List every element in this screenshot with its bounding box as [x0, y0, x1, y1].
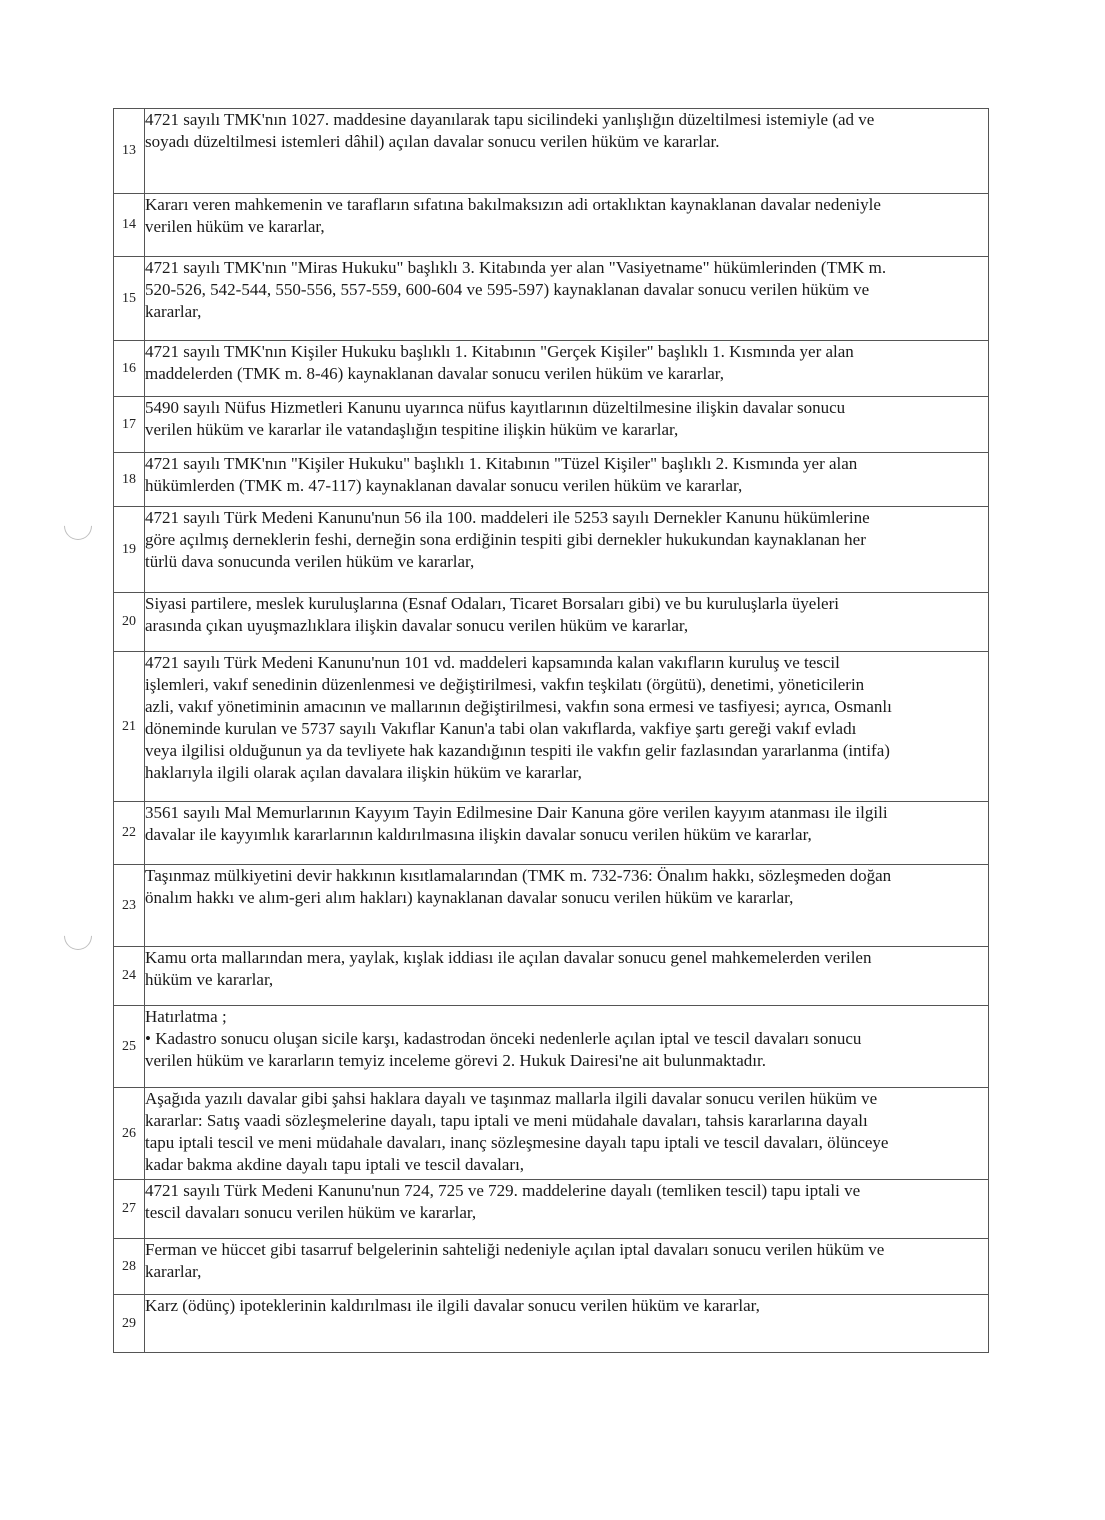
row-number: 21: [114, 652, 145, 802]
text-line: kararlar,: [145, 302, 202, 321]
table-row: [114, 1006, 989, 1088]
row-text: [145, 397, 989, 453]
table-row: [114, 1239, 989, 1295]
text-line: verilen hüküm ve kararlar ile vatandaşlığın tespitine ilişkin hüküm ve kararlar,: [145, 420, 679, 439]
text-line: Kamu orta mallarından mera, yaylak, kışlak iddiası ile açılan davalar sonucu genel mahkemelerden verilen: [145, 948, 872, 967]
text-line: işlemleri, vakıf senedinin düzenlenmesi ve değiştirilmesi, vakfın teşkilatı (örgütü), denetimi, yöneticilerin: [145, 675, 865, 694]
text-line: • Kadastro sonucu oluşan sicile karşı, kadastrodan önceki nedenlerle açılan iptal ve tescil davaları sonucu: [145, 1029, 862, 1048]
text-line: verilen hüküm ve kararlar,: [145, 217, 325, 236]
text-line: tapu iptali tescil ve meni müdahale davaları, inanç sözleşmesine dayalı tapu iptali ve tescil davaları, ölünceye: [145, 1133, 889, 1152]
row-number: 27: [114, 1180, 145, 1239]
row-number: 19: [114, 507, 145, 593]
row-number: 29: [114, 1295, 145, 1353]
row-text: [145, 947, 989, 1006]
table-row: [114, 507, 989, 593]
row-number: 20: [114, 593, 145, 652]
row-text: [145, 1088, 989, 1180]
punch-hole-mark-bottom: [58, 916, 98, 956]
text-line: Ferman ve hüccet gibi tasarruf belgelerinin sahteliği nedeniyle açılan iptal davaları sonucu verilen hüküm ve: [145, 1240, 885, 1259]
text-line: türlü dava sonucunda verilen hüküm ve kararlar,: [145, 552, 475, 571]
text-line: tescil davaları sonucu verilen hüküm ve kararlar,: [145, 1203, 477, 1222]
row-number: 13: [114, 109, 145, 194]
row-text: [145, 257, 989, 341]
table-row: [114, 194, 989, 257]
table-body: [114, 109, 989, 1353]
text-line: arasında çıkan uyuşmazlıklara ilişkin davalar sonucu verilen hüküm ve kararlar,: [145, 616, 689, 635]
text-line: Aşağıda yazılı davalar gibi şahsi haklara dayalı ve taşınmaz mallarla ilgili davalar sonucu verilen hüküm ve: [145, 1089, 878, 1108]
row-number: 18: [114, 453, 145, 507]
table-row: [114, 593, 989, 652]
text-line: hükümlerden (TMK m. 47-117) kaynaklanan davalar sonucu verilen hüküm ve kararlar,: [145, 476, 743, 495]
row-number: 17: [114, 397, 145, 453]
text-line: önalım hakkı ve alım-geri alım hakları) kaynaklanan davalar sonucu verilen hüküm ve kararlar,: [145, 888, 794, 907]
table-row: [114, 652, 989, 802]
row-text: [145, 1295, 989, 1353]
table-row: [114, 453, 989, 507]
row-text: [145, 109, 989, 194]
punch-hole-mark-top: [58, 506, 98, 546]
text-line: verilen hüküm ve kararların temyiz inceleme görevi 2. Hukuk Dairesi'ne ait bulunmaktadır.: [145, 1051, 766, 1070]
text-line: kadar bakma akdine dayalı tapu iptali ve tescil davaları,: [145, 1155, 525, 1174]
text-line: azli, vakıf yönetiminin amacının ve mallarının değiştirilmesi, vakfın sona ermesi ve tasfiyesi; ayrıca, Osmanlı: [145, 697, 892, 716]
text-line: 3561 sayılı Mal Memurlarının Kayyım Tayin Edilmesine Dair Kanuna göre verilen kayyım atanması ile ilgili: [145, 803, 888, 822]
text-line: kararlar,: [145, 1262, 202, 1281]
text-line: Hatırlatma ;: [145, 1007, 227, 1026]
row-text: [145, 341, 989, 397]
text-line: 520-526, 542-544, 550-556, 557-559, 600-604 ve 595-597) kaynaklanan davalar sonucu verilen hüküm ve: [145, 280, 870, 299]
court-jurisdiction-table: [113, 108, 989, 1353]
table-row: [114, 947, 989, 1006]
table-row: [114, 1088, 989, 1180]
table-row: [114, 865, 989, 947]
text-line: göre açılmış derneklerin feshi, derneğin sona erdiğinin tespiti gibi dernekler hukukundan kaynaklanan her: [145, 530, 866, 549]
row-text: [145, 652, 989, 802]
table-row: [114, 341, 989, 397]
text-line: döneminde kurulan ve 5737 sayılı Vakıflar Kanun'a tabi olan vakıflarda, vakfiye şartı gereği vakıf evladı: [145, 719, 857, 738]
text-line: soyadı düzeltilmesi istemleri dâhil) açılan davalar sonucu verilen hüküm ve kararlar.: [145, 132, 720, 151]
row-number: 14: [114, 194, 145, 257]
text-line: kararlar: Satış vaadi sözleşmelerine dayalı, tapu iptali ve meni müdahale davaları, tahsis kararlarına dayalı: [145, 1111, 868, 1130]
table-row: [114, 397, 989, 453]
table-row: [114, 257, 989, 341]
text-line: 4721 sayılı TMK'nın Kişiler Hukuku başlıklı 1. Kitabının "Gerçek Kişiler" başlıklı 1. Kısmında yer alan: [145, 342, 854, 361]
text-line: 5490 sayılı Nüfus Hizmetleri Kanunu uyarınca nüfus kayıtlarının düzeltilmesine ilişkin davalar sonucu: [145, 398, 846, 417]
row-text: [145, 865, 989, 947]
row-number: 23: [114, 865, 145, 947]
text-line: veya ilgilisi olduğunun ya da tevliyete hak kazandığının tespiti ile vakfın gelir fazlasından yararlanma (intifa): [145, 741, 890, 760]
text-line: 4721 sayılı TMK'nın "Miras Hukuku" başlıklı 3. Kitabında yer alan "Vasiyetname" hükümlerinden (TMK m.: [145, 258, 887, 277]
text-line: maddelerden (TMK m. 8-46) kaynaklanan davalar sonucu verilen hüküm ve kararlar,: [145, 364, 724, 383]
row-text: [145, 453, 989, 507]
text-line: 4721 sayılı Türk Medeni Kanunu'nun 56 ila 100. maddeleri ile 5253 sayılı Dernekler Kanunu hükümlerine: [145, 508, 870, 527]
row-text: [145, 593, 989, 652]
text-line: Kararı veren mahkemenin ve tarafların sıfatına bakılmaksızın adi ortaklıktan kaynaklanan davalar nedeniyle: [145, 195, 881, 214]
row-number: 15: [114, 257, 145, 341]
text-line: Taşınmaz mülkiyetini devir hakkının kısıtlamalarından (TMK m. 732-736: Önalım hakkı, sözleşmeden doğan: [145, 866, 892, 885]
row-text: [145, 507, 989, 593]
table-row: [114, 1295, 989, 1353]
row-text: [145, 194, 989, 257]
row-number: 24: [114, 947, 145, 1006]
text-line: hüküm ve kararlar,: [145, 970, 274, 989]
row-text: [145, 1180, 989, 1239]
row-number: 28: [114, 1239, 145, 1295]
text-line: 4721 sayılı TMK'nın 1027. maddesine dayanılarak tapu sicilindeki yanlışlığın düzeltilmesi istemiyle (ad ve: [145, 110, 875, 129]
table-row: [114, 109, 989, 194]
row-text: [145, 1239, 989, 1295]
row-text: [145, 1006, 989, 1088]
row-text: [145, 802, 989, 865]
row-number: 26: [114, 1088, 145, 1180]
row-number: 25: [114, 1006, 145, 1088]
text-line: 4721 sayılı Türk Medeni Kanunu'nun 724, 725 ve 729. maddelerine dayalı (temliken tescil) tapu iptali ve: [145, 1181, 861, 1200]
table-row: [114, 802, 989, 865]
text-line: haklarıyla ilgili olarak açılan davalara ilişkin hüküm ve kararlar,: [145, 763, 582, 782]
text-line: 4721 sayılı TMK'nın "Kişiler Hukuku" başlıklı 1. Kitabının "Tüzel Kişiler" başlıklı 2. Kısmında yer alan: [145, 454, 858, 473]
table-row: [114, 1180, 989, 1239]
text-line: Siyasi partilere, meslek kuruluşlarına (Esnaf Odaları, Ticaret Borsaları gibi) ve bu kuruluşlarla üyeleri: [145, 594, 839, 613]
row-number: 22: [114, 802, 145, 865]
row-number: 16: [114, 341, 145, 397]
text-line: davalar ile kayyımlık kararlarının kaldırılmasına ilişkin davalar sonucu verilen hüküm ve kararlar,: [145, 825, 812, 844]
text-line: 4721 sayılı Türk Medeni Kanunu'nun 101 vd. maddeleri kapsamında kalan vakıfların kuruluş ve tescil: [145, 653, 840, 672]
text-line: Karz (ödünç) ipoteklerinin kaldırılması ile ilgili davalar sonucu verilen hüküm ve kararlar,: [145, 1296, 760, 1315]
